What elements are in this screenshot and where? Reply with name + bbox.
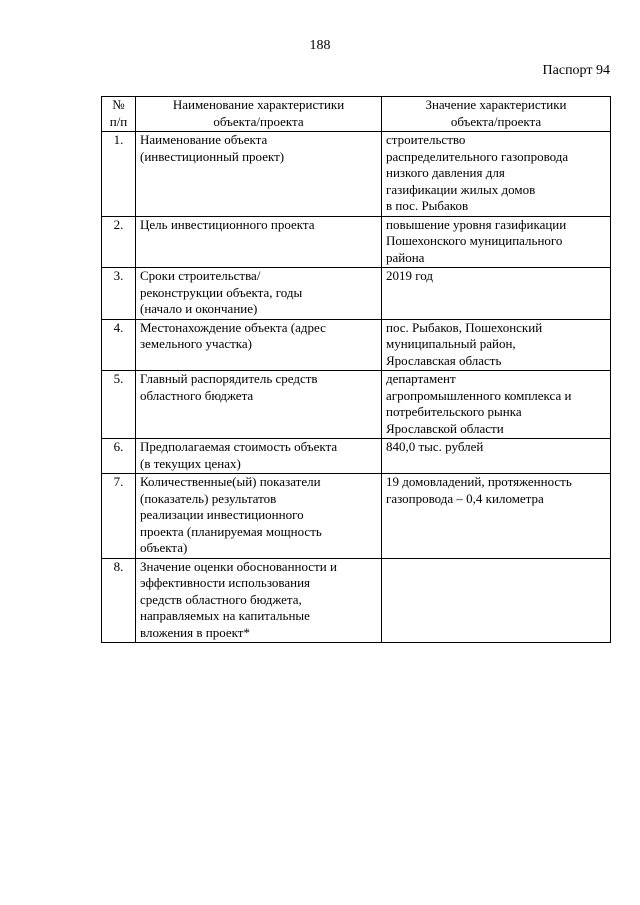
characteristic-value (382, 132, 611, 217)
characteristic-name (136, 474, 382, 559)
row-number: 1. (102, 132, 136, 217)
characteristic-name (136, 439, 382, 474)
header-line: № (112, 97, 125, 112)
header-number (102, 97, 136, 132)
cell-line: направляемых на капитальные (140, 608, 310, 623)
cell-line: реконструкции объекта, годы (140, 284, 303, 300)
cell-line: реализации инвестиционного (140, 507, 304, 522)
cell-line: Местонахождение объекта (адрес (140, 319, 326, 335)
cell-line: (показатель) результатов (140, 490, 277, 506)
cell-line: муниципальный район, (386, 336, 516, 351)
characteristic-value (382, 474, 611, 559)
cell-line: в пос. Рыбаков (386, 198, 469, 213)
cell-line: повышение уровня газификации (386, 216, 567, 232)
cell-line: Ярославская область (386, 352, 502, 368)
row-number: 5. (102, 371, 136, 439)
cell-line: (инвестиционный проект) (140, 148, 285, 164)
cell-line: пос. Рыбаков, Пошехонский (386, 319, 543, 335)
characteristic-name (136, 319, 382, 371)
table-row (102, 319, 611, 371)
cell-line: Сроки строительства/ (140, 268, 261, 283)
table-row (102, 474, 611, 559)
cell-line: объекта) (140, 540, 188, 555)
passport-label: Паспорт 94 (542, 63, 610, 78)
characteristic-value (382, 439, 611, 474)
header-line: Наименование характеристики (172, 97, 345, 112)
header-line: объекта/проекта (213, 113, 304, 129)
cell-line: (начало и окончание) (140, 301, 258, 316)
cell-line: района (386, 249, 425, 265)
characteristic-name (136, 132, 382, 217)
row-number: 7. (102, 474, 136, 559)
characteristic-value (382, 371, 611, 439)
header-line: Значение характеристики (425, 97, 567, 112)
cell-line: Наименование объекта (140, 132, 268, 147)
page-number: 188 (309, 38, 331, 53)
cell-line: газификации жилых домов (386, 181, 536, 197)
header-line: объекта/проекта (450, 113, 542, 129)
cell-line: 2019 год (386, 268, 433, 283)
cell-line: (в текущих ценах) (140, 455, 241, 471)
cell-line: распределительного газопровода (386, 148, 569, 164)
characteristic-name (136, 371, 382, 439)
cell-line: вложения в проект* (140, 624, 250, 640)
header-value (382, 97, 611, 132)
cell-line: эффективности использования (140, 575, 311, 590)
cell-line: низкого давления для (386, 165, 505, 180)
cell-line: 840,0 тыс. рублей (386, 439, 484, 454)
characteristic-value (382, 216, 611, 268)
cell-line: Значение оценки обоснованности и (140, 558, 337, 574)
header-name (136, 97, 382, 132)
characteristic-name (136, 216, 382, 268)
cell-line: 19 домовладений, протяженность (386, 474, 572, 489)
passport-table (101, 96, 611, 643)
table-row (102, 558, 611, 643)
row-number: 6. (102, 439, 136, 474)
cell-line: Цель инвестиционного проекта (140, 216, 315, 232)
cell-line: агропромышленного комплекса и (386, 387, 572, 403)
cell-line: Количественные(ый) показатели (140, 474, 321, 489)
cell-line: средств областного бюджета, (140, 591, 302, 607)
cell-line: потребительского рынка (386, 404, 522, 419)
row-number: 2. (102, 216, 136, 268)
cell-line: департамент (386, 371, 456, 386)
cell-line: Ярославской области (386, 420, 504, 436)
characteristic-name (136, 268, 382, 320)
characteristic-name (136, 558, 382, 643)
cell-line: строительство (386, 132, 466, 147)
header-line: п/п (109, 113, 128, 129)
cell-line: Главный распорядитель средств (140, 371, 318, 386)
row-number: 3. (102, 268, 136, 320)
characteristic-value (382, 558, 611, 643)
row-number: 8. (102, 558, 136, 643)
cell-line: областного бюджета (140, 387, 254, 403)
table-row (102, 268, 611, 320)
table-row (102, 216, 611, 268)
cell-line: земельного участка) (140, 336, 253, 351)
table-row (102, 132, 611, 217)
characteristic-value (382, 268, 611, 320)
table-header-row (102, 97, 611, 132)
row-number: 4. (102, 319, 136, 371)
table-row (102, 439, 611, 474)
cell-line: газопровода – 0,4 километра (386, 490, 544, 506)
cell-line: Пошехонского муниципального (386, 233, 563, 248)
cell-line: Предполагаемая стоимость объекта (140, 439, 338, 454)
table-row (102, 371, 611, 439)
cell-line: проекта (планируемая мощность (140, 523, 322, 539)
characteristic-value (382, 319, 611, 371)
